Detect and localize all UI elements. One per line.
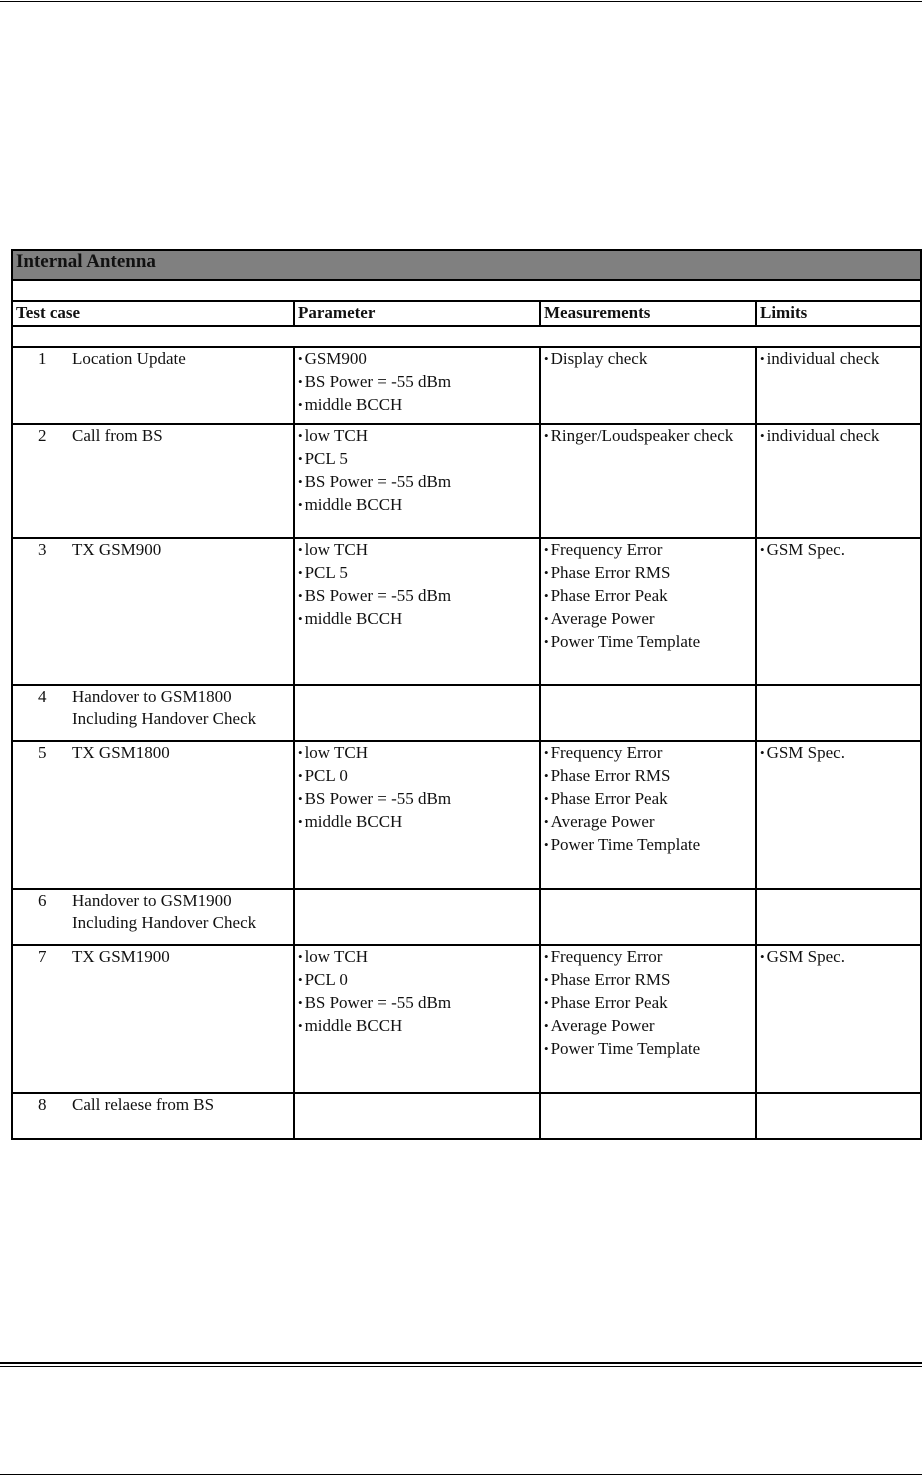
measurement-cell xyxy=(540,741,756,889)
header-limits: Limits xyxy=(756,301,921,326)
test-case-label xyxy=(72,1094,290,1116)
measurement-list xyxy=(544,539,752,654)
parameter-item: • low TCH xyxy=(298,539,536,562)
test-case-cell xyxy=(12,945,294,1093)
parameter-item: • BS Power = -55 dBm xyxy=(298,992,536,1015)
limit-item: • GSM Spec. xyxy=(760,742,917,765)
limit-item: • individual check xyxy=(760,348,917,371)
header-test-case: Test case xyxy=(12,301,294,326)
measurement-cell xyxy=(540,889,756,945)
limit-list xyxy=(760,946,917,969)
table-header-row xyxy=(12,301,921,326)
spacer-row xyxy=(12,280,921,301)
test-case-label xyxy=(72,686,290,730)
test-case-label xyxy=(72,539,290,561)
parameter-cell xyxy=(294,685,540,741)
parameter-item: • low TCH xyxy=(298,946,536,969)
test-case-line: TX GSM1800 xyxy=(72,743,170,762)
test-case-number: 4 xyxy=(38,687,47,706)
test-case-label xyxy=(72,742,290,764)
spacer-row xyxy=(12,326,921,347)
parameter-item: • middle BCCH xyxy=(298,1015,536,1038)
parameter-item: • low TCH xyxy=(298,742,536,765)
page-header-rule xyxy=(0,1,922,2)
table-row xyxy=(12,889,921,945)
test-case-cell xyxy=(12,347,294,424)
limit-cell xyxy=(756,889,921,945)
table-row xyxy=(12,347,921,424)
measurement-cell xyxy=(540,538,756,685)
test-case-line: Including Handover Check xyxy=(72,913,257,932)
parameter-list xyxy=(298,742,536,834)
measurement-list xyxy=(544,742,752,857)
measurement-item: • Frequency Error xyxy=(544,742,752,765)
limit-list xyxy=(760,348,917,371)
test-case-number: 3 xyxy=(38,540,47,559)
measurement-item: • Frequency Error xyxy=(544,539,752,562)
limit-cell xyxy=(756,741,921,889)
measurement-list xyxy=(544,425,752,448)
measurement-item: • Power Time Template xyxy=(544,1038,752,1061)
header-measurements: Measurements xyxy=(540,301,756,326)
parameter-item: • middle BCCH xyxy=(298,811,536,834)
parameter-item: • BS Power = -55 dBm xyxy=(298,471,536,494)
internal-antenna-test-table xyxy=(11,249,922,1140)
test-case-number: 1 xyxy=(38,349,47,368)
page-footer-rule xyxy=(0,1362,922,1364)
test-case-line: Handover to GSM1800 xyxy=(72,687,232,706)
test-case-label xyxy=(72,946,290,968)
parameter-cell xyxy=(294,424,540,538)
parameter-cell xyxy=(294,741,540,889)
test-case-label xyxy=(72,890,290,934)
table-title: Internal Antenna xyxy=(12,250,921,280)
limit-list xyxy=(760,742,917,765)
parameter-item: • low TCH xyxy=(298,425,536,448)
measurement-cell xyxy=(540,945,756,1093)
limit-cell xyxy=(756,538,921,685)
limit-cell xyxy=(756,945,921,1093)
table-row xyxy=(12,538,921,685)
parameter-item: • BS Power = -55 dBm xyxy=(298,585,536,608)
measurement-item: • Phase Error Peak xyxy=(544,788,752,811)
table-row xyxy=(12,945,921,1093)
limit-cell xyxy=(756,347,921,424)
parameter-list xyxy=(298,539,536,631)
table-row xyxy=(12,741,921,889)
parameter-item: • GSM900 xyxy=(298,348,536,371)
limit-item: • GSM Spec. xyxy=(760,539,917,562)
measurement-item: • Phase Error RMS xyxy=(544,765,752,788)
measurement-item: • Phase Error RMS xyxy=(544,562,752,585)
parameter-item: • middle BCCH xyxy=(298,394,536,417)
limit-item: • individual check xyxy=(760,425,917,448)
test-case-number: 5 xyxy=(38,743,47,762)
parameter-list xyxy=(298,348,536,417)
parameter-item: • BS Power = -55 dBm xyxy=(298,788,536,811)
measurement-cell xyxy=(540,424,756,538)
test-case-line: Call relaese from BS xyxy=(72,1095,215,1114)
test-case-line: Location Update xyxy=(72,349,186,368)
measurement-item: • Frequency Error xyxy=(544,946,752,969)
measurement-cell xyxy=(540,685,756,741)
limit-cell xyxy=(756,685,921,741)
test-case-cell xyxy=(12,1093,294,1139)
parameter-item: • PCL 5 xyxy=(298,562,536,585)
test-case-label xyxy=(72,425,290,447)
parameter-list xyxy=(298,425,536,517)
measurement-item: • Average Power xyxy=(544,1015,752,1038)
measurement-item: • Average Power xyxy=(544,608,752,631)
measurement-item: • Phase Error RMS xyxy=(544,969,752,992)
parameter-cell xyxy=(294,538,540,685)
parameter-item: • BS Power = -55 dBm xyxy=(298,371,536,394)
test-case-label xyxy=(72,348,290,370)
test-case-number: 7 xyxy=(38,947,47,966)
test-case-number: 8 xyxy=(38,1095,47,1114)
parameter-item: • middle BCCH xyxy=(298,494,536,517)
table-row xyxy=(12,685,921,741)
parameter-cell xyxy=(294,1093,540,1139)
test-case-cell xyxy=(12,741,294,889)
page-footer-rule-thin xyxy=(0,1366,922,1367)
table-row xyxy=(12,424,921,538)
parameter-item: • PCL 5 xyxy=(298,448,536,471)
parameter-item: • PCL 0 xyxy=(298,765,536,788)
limit-cell xyxy=(756,1093,921,1139)
table-row xyxy=(12,1093,921,1139)
measurement-item: • Power Time Template xyxy=(544,834,752,857)
test-rows xyxy=(12,347,921,1139)
test-case-line: Including Handover Check xyxy=(72,709,257,728)
parameter-list xyxy=(298,946,536,1038)
page-bottom-rule xyxy=(0,1474,922,1475)
limit-cell xyxy=(756,424,921,538)
limit-list xyxy=(760,539,917,562)
limit-list xyxy=(760,425,917,448)
measurement-cell xyxy=(540,1093,756,1139)
test-case-cell xyxy=(12,685,294,741)
test-case-line: Call from BS xyxy=(72,426,163,445)
test-case-line: TX GSM900 xyxy=(72,540,162,559)
measurement-cell xyxy=(540,347,756,424)
table-title-row xyxy=(12,250,921,280)
parameter-cell xyxy=(294,889,540,945)
limit-item: • GSM Spec. xyxy=(760,946,917,969)
measurement-list xyxy=(544,946,752,1061)
measurement-list xyxy=(544,348,752,371)
measurement-item: • Phase Error Peak xyxy=(544,992,752,1015)
parameter-cell xyxy=(294,347,540,424)
measurement-item: • Average Power xyxy=(544,811,752,834)
measurement-item: • Ringer/Loudspeaker check xyxy=(544,425,752,448)
test-case-cell xyxy=(12,889,294,945)
test-case-number: 6 xyxy=(38,891,47,910)
measurement-item: • Display check xyxy=(544,348,752,371)
test-case-line: Handover to GSM1900 xyxy=(72,891,232,910)
test-case-cell xyxy=(12,538,294,685)
test-case-number: 2 xyxy=(38,426,47,445)
measurement-item: • Phase Error Peak xyxy=(544,585,752,608)
header-parameter: Parameter xyxy=(294,301,540,326)
parameter-item: • PCL 0 xyxy=(298,969,536,992)
measurement-item: • Power Time Template xyxy=(544,631,752,654)
parameter-cell xyxy=(294,945,540,1093)
test-case-cell xyxy=(12,424,294,538)
parameter-item: • middle BCCH xyxy=(298,608,536,631)
test-case-line: TX GSM1900 xyxy=(72,947,170,966)
